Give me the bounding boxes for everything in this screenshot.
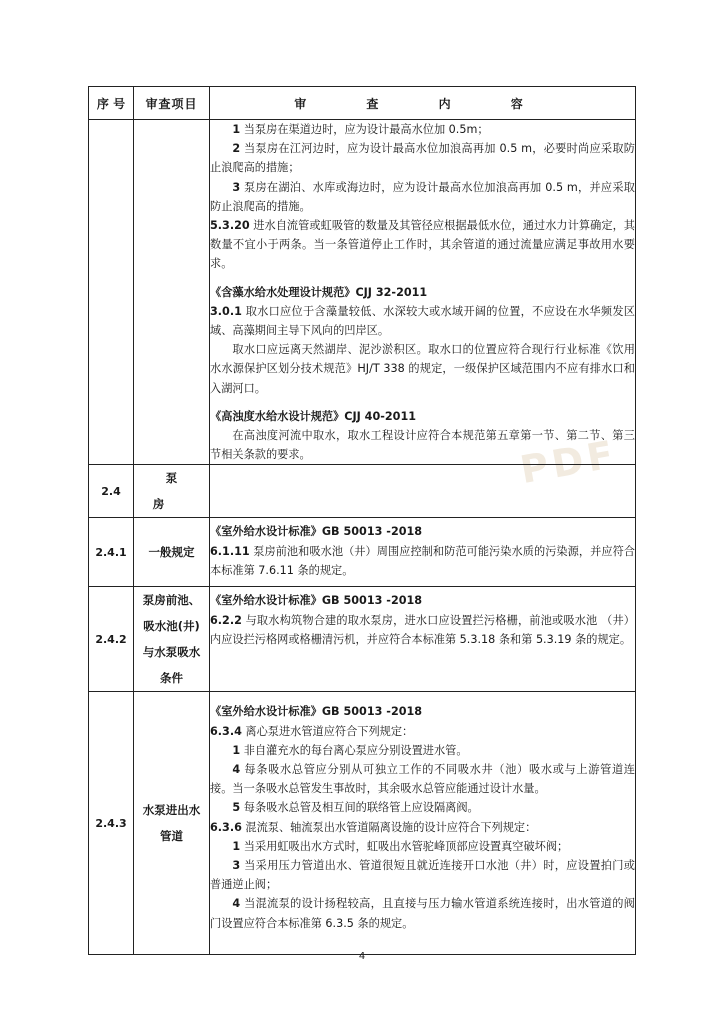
table-row bbox=[89, 120, 636, 465]
page-number: 4 bbox=[358, 951, 366, 962]
paragraph: 取水口应远离天然湖岸、泥沙淤积区。取水口的位置应符合现行行业标准《饮用水水源保护区划分技术规范》HJ/T 338 的规定，一级保护区域范围内不应有排水口和入湖河口。 bbox=[210, 343, 635, 395]
clause-6-3-6: 6.3.6 混流泵、轴流泵出水管道隔离设施的设计应符合下列规定： bbox=[210, 820, 537, 834]
standard-title: 《室外给水设计标准》GB 50013 -2018 bbox=[210, 594, 423, 608]
item-cell bbox=[134, 120, 210, 465]
section-number: 2.4 bbox=[89, 465, 134, 518]
list-item: 1 非自灌充水的每台离心泵应分别设置进水管。 bbox=[232, 743, 468, 757]
table-row bbox=[89, 587, 636, 692]
standard-title: 《室外给水设计标准》GB 50013 -2018 bbox=[210, 525, 423, 539]
content-cell bbox=[210, 692, 636, 955]
list-item: 4 每条吸水总管应分别从可独立工作的不同吸水井（池）吸水或与上游管道连接。当一条吸水总管发生事故时，其余吸水总管应能通过设计水量。 bbox=[210, 763, 635, 796]
section-title: 泵 房 bbox=[134, 465, 210, 518]
row-number: 2.4.3 bbox=[89, 692, 134, 955]
clause-6-2-2: 6.2.2 与取水构筑物合建的取水泵房，进水口应设置拦污格栅，前池或吸水池 （井）内应设拦污格网或格栅清污机，并应符合本标准第 5.3.18 条和第 5.3.19 条的规定。 bbox=[210, 613, 635, 646]
list-item: 5 每条吸水总管及相互间的联络管上应设隔离阀。 bbox=[232, 801, 479, 815]
paragraph: 在高浊度河流中取水，取水工程设计应符合本规范第五章第一节、第二节、第三节相关条款的要求。 bbox=[210, 429, 635, 462]
content-cell bbox=[210, 120, 636, 465]
standard-title: 《高浊度水给水设计规范》CJJ 40-2011 bbox=[210, 409, 417, 423]
clause-6-3-4: 6.3.4 离心泵进水管道应符合下列规定： bbox=[210, 724, 414, 738]
seq-cell bbox=[89, 120, 134, 465]
content-cell bbox=[210, 518, 636, 587]
row-item: 泵房前池、 吸水池(井) 与水泵吸水 条件 bbox=[134, 587, 210, 692]
watermark: PDF bbox=[516, 431, 621, 493]
list-item: 3 当采用压力管道出水、管道很短且就近连接开口水池（井）时，应设置拍门或普通逆止阀； bbox=[210, 859, 635, 892]
clause-5-3-20: 5.3.20 进水自流管或虹吸管的数量及其管径应根据最低水位，通过水力计算确定，其数量不宜小于两条。当一条管道停止工作时，其余管道的通过流量应满足事故用水要求。 bbox=[210, 219, 635, 271]
standard-title: 《室外给水设计标准》GB 50013 -2018 bbox=[210, 705, 423, 719]
list-item: 4 当混流泵的设计扬程较高，且直接与压力输水管道系统连接时，出水管道的阀门设置应符合本标准第 6.3.5 条的规定。 bbox=[210, 897, 635, 930]
review-table bbox=[88, 86, 636, 955]
header-seq: 序 号 bbox=[89, 87, 134, 120]
clause-6-1-11: 6.1.11 泵房前池和吸水池（井）周围应控制和防范可能污染水质的污染源，并应符合本标准第 7.6.11 条的规定。 bbox=[210, 544, 635, 577]
section-content-cell bbox=[210, 465, 636, 518]
header-item: 审查项目 bbox=[134, 87, 210, 120]
table-header-row bbox=[89, 87, 636, 120]
row-number: 2.4.1 bbox=[89, 518, 134, 587]
standard-title: 《含藻水给水处理设计规范》CJJ 32-2011 bbox=[210, 285, 428, 299]
table-row bbox=[89, 692, 636, 955]
row-item: 一般规定 bbox=[134, 518, 210, 587]
list-item: 1 当泵房在渠道边时，应为设计最高水位加 0.5m； bbox=[232, 123, 489, 136]
table-row bbox=[89, 518, 636, 587]
list-item: 1 当采用虹吸出水方式时，虹吸出水管驼峰顶部应设置真空破坏阀； bbox=[232, 839, 569, 853]
list-item: 2 当泵房在江河边时，应为设计最高水位加浪高再加 0.5 m，必要时尚应采取防止浪爬高的措施； bbox=[210, 142, 635, 175]
section-row bbox=[89, 465, 636, 518]
content-cell bbox=[210, 587, 636, 692]
row-item: 水泵进出水 管道 bbox=[134, 692, 210, 955]
header-content: 审 查 内 容 bbox=[210, 87, 636, 120]
clause-3-0-1: 3.0.1 取水口应位于含藻量较低、水深较大或水域开阔的位置，不应设在水华频发区域、高藻期间主导下风向的凹岸区。 bbox=[210, 304, 635, 338]
row-number: 2.4.2 bbox=[89, 587, 134, 692]
list-item: 3 泵房在湖泊、水库或海边时，应为设计最高水位加浪高再加 0.5 m，并应采取防止浪爬高的措施。 bbox=[210, 180, 635, 213]
